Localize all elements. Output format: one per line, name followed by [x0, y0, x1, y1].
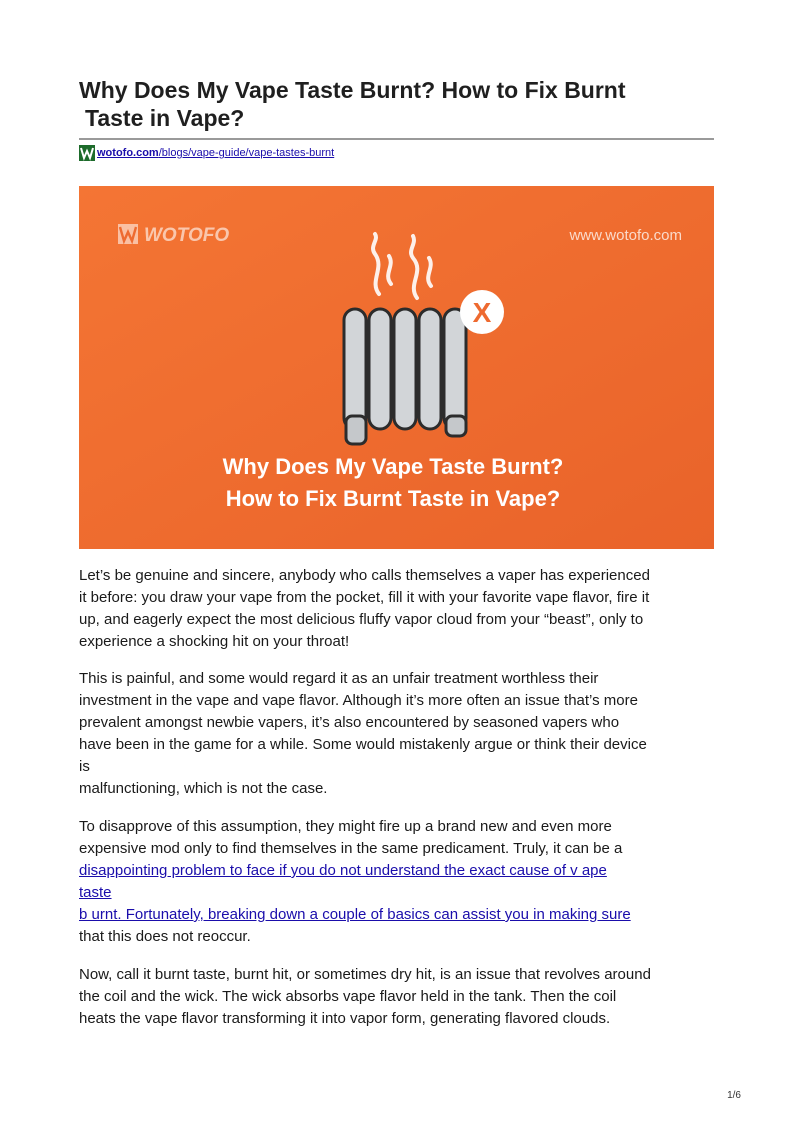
wotofo-favicon-icon	[79, 145, 95, 161]
title-divider	[79, 138, 714, 140]
paragraph-line: To disapprove of this assumption, they might fire up a brand new and even more	[79, 818, 612, 835]
hero-website: www.wotofo.com	[569, 227, 682, 244]
paragraph-line: prevalent amongst newbie vapers, it’s also encountered by seasoned vapers who	[79, 714, 620, 731]
source-url-link[interactable]: wotofo.com/blogs/vape-guide/vape-tastes-burnt	[97, 147, 335, 160]
vape-taste-burnt-link[interactable]: disappointing problem to face if you do not understand the exact cause of v ape	[79, 862, 607, 879]
paragraph-line: experience a shocking hit on your throat!	[79, 633, 350, 650]
close-icon	[460, 290, 504, 334]
paragraph-line: have been in the game for a while. Some would mistakenly argue or think their device	[79, 736, 647, 753]
paragraph-burnt-taste	[79, 964, 704, 1030]
page-number: 1/6	[727, 1090, 741, 1101]
vape-taste-burnt-link[interactable]: taste	[79, 884, 112, 901]
hero-heading-line-2: How to Fix Burnt Taste in Vape?	[225, 486, 561, 511]
paragraph-line: up, and eagerly expect the most delicious fluffy vapor cloud from your “beast”, only to	[79, 611, 644, 628]
paragraph-line: expensive mod only to find themselves in the same predicament. Truly, it can be a	[79, 840, 623, 857]
page-title	[79, 76, 719, 132]
paragraph-line: is	[79, 758, 90, 775]
paragraph-line: that this does not reoccur.	[79, 928, 251, 945]
paragraph-intro	[79, 565, 704, 653]
paragraph-line: heats the vape flavor transforming it into vapor form, generating flavored clouds.	[79, 1010, 611, 1027]
paragraph-line: Let’s be genuine and sincere, anybody who calls themselves a vaper has experienced	[79, 567, 650, 584]
hero-heading-line-1: Why Does My Vape Taste Burnt?	[222, 454, 564, 479]
paragraph-line: investment in the vape and vape flavor. Although it’s more often an issue that’s more	[79, 692, 638, 709]
paragraph-painful	[79, 668, 704, 800]
paragraph-line: the coil and the wick. The wick absorbs vape flavor held in the tank. Then the coil	[79, 988, 617, 1005]
title-line-2: Taste in Vape?	[85, 105, 245, 131]
paragraph-line: malfunctioning, which is not the case.	[79, 780, 328, 797]
hero-banner-image	[79, 186, 714, 549]
source-link-row	[79, 144, 334, 162]
paragraph-line: Now, call it burnt taste, burnt hit, or sometimes dry hit, is an issue that revolves around	[79, 966, 651, 983]
coil-icon	[344, 309, 466, 444]
paragraph-line: it before: you draw your vape from the pocket, fill it with your favorite vape flavor, fire it	[79, 589, 650, 606]
wotofo-logo-icon	[118, 224, 138, 244]
title-line-1: Why Does My Vape Taste Burnt? How to Fix Burnt	[79, 77, 626, 103]
paragraph-disapprove	[79, 816, 704, 948]
close-mark: X	[472, 297, 492, 328]
hero-brand: WOTOFO	[144, 225, 230, 246]
paragraph-line: This is painful, and some would regard it as an unfair treatment worthless their	[79, 670, 599, 687]
vape-taste-burnt-link[interactable]: b urnt. Fortunately, breaking down a couple of basics can assist you in making sure	[79, 906, 631, 923]
